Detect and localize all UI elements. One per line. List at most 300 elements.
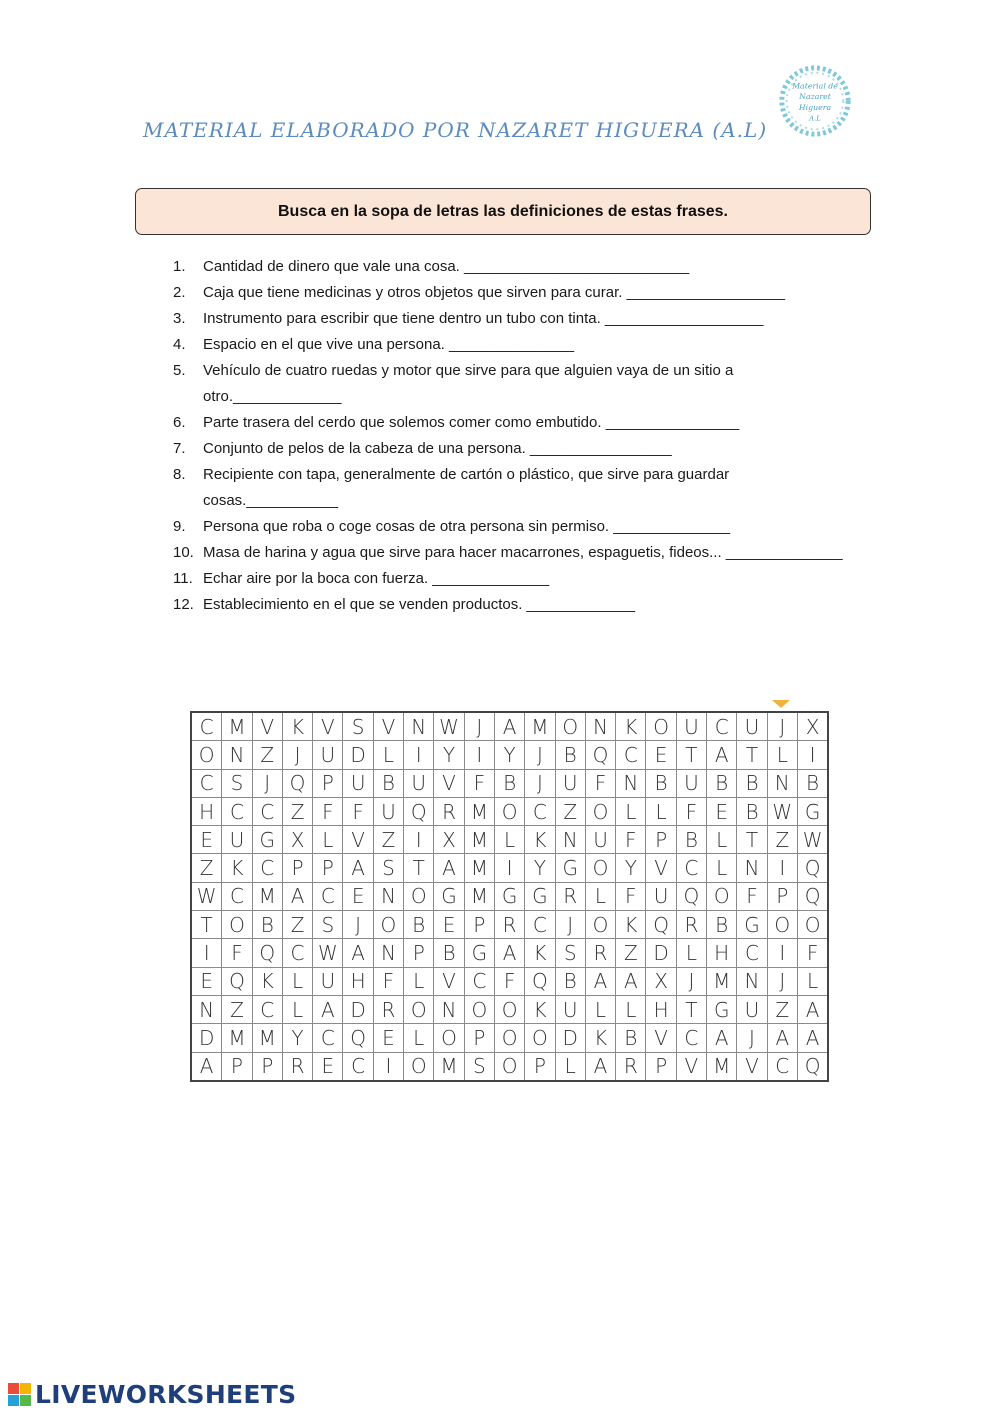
grid-cell[interactable]: H [191,797,222,825]
grid-cell[interactable]: X [434,826,464,854]
grid-cell[interactable]: J [737,1024,767,1052]
grid-cell[interactable]: E [707,797,737,825]
grid-cell[interactable]: P [646,826,676,854]
grid-cell[interactable]: K [525,939,555,967]
grid-cell[interactable]: O [494,797,524,825]
grid-cell[interactable]: J [767,712,797,741]
grid-cell[interactable]: K [525,826,555,854]
grid-cell[interactable]: O [525,1024,555,1052]
grid-cell[interactable]: C [767,1052,797,1081]
grid-cell[interactable]: Z [191,854,222,882]
grid-cell[interactable]: V [252,712,282,741]
grid-cell[interactable]: U [313,967,343,995]
grid-cell[interactable]: L [494,826,524,854]
grid-cell[interactable]: I [373,1052,403,1081]
question-number: 4. [173,336,186,353]
grid-cell[interactable]: Z [616,939,646,967]
grid-cell[interactable]: U [222,826,252,854]
grid-cell[interactable]: C [252,854,282,882]
grid-cell[interactable]: A [494,939,524,967]
grid-cell[interactable]: T [737,826,767,854]
grid-cell[interactable]: I [404,826,434,854]
grid-cell[interactable]: O [191,741,222,769]
grid-cell[interactable]: G [494,882,524,910]
grid-cell[interactable]: E [313,1052,343,1081]
grid-cell[interactable]: S [313,911,343,939]
grid-cell[interactable]: C [222,882,252,910]
grid-cell[interactable]: F [222,939,252,967]
grid-cell[interactable]: O [404,995,434,1023]
grid-cell[interactable]: F [373,967,403,995]
grid-cell[interactable]: M [525,712,555,741]
grid-cell[interactable]: E [373,1024,403,1052]
grid-cell[interactable]: J [525,741,555,769]
grid-cell[interactable]: F [737,882,767,910]
grid-cell[interactable]: P [252,1052,282,1081]
grid-cell[interactable]: F [343,797,373,825]
grid-cell[interactable]: A [434,854,464,882]
grid-cell[interactable]: L [555,1052,585,1081]
question-item [173,410,863,436]
logo-line-1: Material de [792,81,838,91]
grid-cell[interactable]: L [767,741,797,769]
grid-cell[interactable]: Z [282,911,312,939]
grid-cell[interactable]: P [313,769,343,797]
grid-cell[interactable]: U [555,995,585,1023]
grid-cell[interactable]: S [343,712,373,741]
grid-cell[interactable]: E [191,967,222,995]
grid-cell[interactable]: Q [282,769,312,797]
grid-cell[interactable]: M [252,1024,282,1052]
question-number: 8. [173,466,186,483]
grid-cell[interactable]: F [464,769,494,797]
question-item [173,280,863,306]
grid-cell[interactable]: Q [797,854,828,882]
grid-cell[interactable]: U [373,797,403,825]
grid-cell[interactable]: C [676,854,706,882]
grid-cell[interactable]: L [707,826,737,854]
grid-cell[interactable]: M [464,826,494,854]
grid-cell[interactable]: I [494,854,524,882]
grid-cell[interactable]: B [373,769,403,797]
grid-cell[interactable]: H [343,967,373,995]
grid-cell[interactable]: O [585,797,615,825]
grid-cell[interactable]: R [555,882,585,910]
grid-cell[interactable]: C [222,797,252,825]
grid-cell[interactable]: B [707,911,737,939]
grid-cell[interactable]: Q [404,797,434,825]
grid-cell[interactable]: J [676,967,706,995]
grid-cell[interactable]: M [222,1024,252,1052]
question-text: Conjunto de pelos de la cabeza de una persona. _________________ [203,440,672,457]
question-number: 9. [173,518,186,535]
grid-cell[interactable]: I [404,741,434,769]
grid-cell[interactable]: X [797,712,828,741]
grid-cell[interactable]: D [191,1024,222,1052]
grid-row [191,939,828,967]
grid-cell[interactable]: G [252,826,282,854]
grid-cell[interactable]: O [404,882,434,910]
grid-cell[interactable]: E [434,911,464,939]
grid-cell[interactable]: B [737,769,767,797]
grid-cell[interactable]: C [191,712,222,741]
grid-cell[interactable]: K [525,995,555,1023]
grid-cell[interactable]: P [313,854,343,882]
grid-cell[interactable]: R [282,1052,312,1081]
grid-cell[interactable]: C [252,797,282,825]
grid-cell[interactable]: F [313,797,343,825]
grid-cell[interactable]: Y [494,741,524,769]
grid-cell[interactable]: N [373,882,403,910]
grid-cell[interactable]: T [676,995,706,1023]
grid-cell[interactable]: B [252,911,282,939]
grid-cell[interactable]: O [494,1024,524,1052]
question-number: 3. [173,310,186,327]
grid-cell[interactable]: W [434,712,464,741]
grid-cell[interactable]: Q [252,939,282,967]
grid-cell[interactable]: A [585,967,615,995]
grid-cell[interactable]: Q [525,967,555,995]
grid-cell[interactable]: M [252,882,282,910]
grid-cell[interactable]: U [555,769,585,797]
grid-cell[interactable]: C [191,769,222,797]
grid-cell[interactable]: N [434,995,464,1023]
grid-cell[interactable]: L [676,939,706,967]
grid-cell[interactable]: L [585,995,615,1023]
grid-cell[interactable]: U [313,741,343,769]
grid-cell[interactable]: C [313,882,343,910]
grid-cell[interactable]: W [767,797,797,825]
grid-cell[interactable]: I [797,741,828,769]
grid-cell[interactable]: N [767,769,797,797]
grid-cell[interactable]: B [707,769,737,797]
grid-cell[interactable]: L [616,797,646,825]
grid-cell[interactable]: M [464,882,494,910]
grid-cell[interactable]: Q [646,911,676,939]
grid-cell[interactable]: L [404,1024,434,1052]
grid-cell[interactable]: F [616,826,646,854]
grid-cell[interactable]: K [616,712,646,741]
grid-cell[interactable]: K [222,854,252,882]
grid-cell[interactable]: A [797,1024,828,1052]
grid-cell[interactable]: Q [343,1024,373,1052]
grid-cell[interactable]: I [767,939,797,967]
grid-cell[interactable]: P [464,1024,494,1052]
grid-cell[interactable]: S [555,939,585,967]
grid-cell[interactable]: B [797,769,828,797]
grid-cell[interactable]: O [797,911,828,939]
grid-row [191,995,828,1023]
grid-cell[interactable]: F [585,769,615,797]
grid-cell[interactable]: P [646,1052,676,1081]
grid-cell[interactable]: G [797,797,828,825]
grid-cell[interactable]: R [676,911,706,939]
grid-cell[interactable]: G [737,911,767,939]
grid-cell[interactable]: Z [373,826,403,854]
grid-cell[interactable]: N [404,712,434,741]
grid-cell[interactable]: W [313,939,343,967]
grid-cell[interactable]: V [646,854,676,882]
grid-cell[interactable]: V [737,1052,767,1081]
grid-cell[interactable]: Y [282,1024,312,1052]
grid-cell[interactable]: C [525,911,555,939]
grid-cell[interactable]: Y [616,854,646,882]
grid-cell[interactable]: U [585,826,615,854]
grid-cell[interactable]: H [707,939,737,967]
grid-cell[interactable]: A [585,1052,615,1081]
grid-cell[interactable]: E [646,741,676,769]
grid-cell[interactable]: R [434,797,464,825]
grid-cell[interactable]: A [707,741,737,769]
question-number: 2. [173,284,186,301]
grid-cell[interactable]: L [313,826,343,854]
grid-cell[interactable]: A [313,995,343,1023]
grid-cell[interactable]: V [434,769,464,797]
grid-cell[interactable]: Z [555,797,585,825]
grid-cell[interactable]: W [191,882,222,910]
question-item [173,436,863,462]
grid-cell[interactable]: A [343,939,373,967]
grid-cell[interactable]: E [343,882,373,910]
grid-cell[interactable]: V [373,712,403,741]
grid-cell[interactable]: E [191,826,222,854]
grid-cell[interactable]: B [737,797,767,825]
grid-cell[interactable]: U [737,995,767,1023]
grid-cell[interactable]: B [434,939,464,967]
grid-cell[interactable]: J [343,911,373,939]
grid-cell[interactable]: O [494,995,524,1023]
grid-cell[interactable]: J [555,911,585,939]
grid-cell[interactable]: X [646,967,676,995]
grid-cell[interactable]: S [373,854,403,882]
grid-row [191,1052,828,1081]
grid-row [191,769,828,797]
grid-cell[interactable]: J [252,769,282,797]
grid-cell[interactable]: M [222,712,252,741]
grid-cell[interactable]: B [646,769,676,797]
grid-cell[interactable]: C [282,939,312,967]
grid-cell[interactable]: C [343,1052,373,1081]
grid-cell[interactable]: F [676,797,706,825]
grid-cell[interactable]: Q [222,967,252,995]
grid-cell[interactable]: T [737,741,767,769]
grid-cell[interactable]: R [585,939,615,967]
grid-cell[interactable]: A [343,854,373,882]
grid-cell[interactable]: M [464,797,494,825]
grid-cell[interactable]: T [676,741,706,769]
grid-cell[interactable]: G [555,854,585,882]
grid-cell[interactable]: M [707,1052,737,1081]
grid-cell[interactable]: A [494,712,524,741]
grid-cell[interactable]: Q [797,1052,828,1081]
grid-cell[interactable]: K [282,712,312,741]
question-text: Vehículo de cuatro ruedas y motor que sirve para que alguien vaya de un sitio a otro._____________ [203,362,734,405]
grid-cell[interactable]: C [525,797,555,825]
grid-cell[interactable]: V [434,967,464,995]
grid-cell[interactable]: L [373,741,403,769]
grid-cell[interactable]: L [646,797,676,825]
grid-cell[interactable]: N [616,769,646,797]
question-item [173,566,863,592]
grid-cell[interactable]: P [404,939,434,967]
grid-cell[interactable]: L [616,995,646,1023]
grid-cell[interactable]: Y [525,854,555,882]
grid-row [191,911,828,939]
grid-cell[interactable]: I [767,854,797,882]
grid-cell[interactable]: A [616,967,646,995]
grid-cell[interactable]: P [222,1052,252,1081]
grid-cell[interactable]: O [707,882,737,910]
grid-cell[interactable]: C [616,741,646,769]
grid-cell[interactable]: M [464,854,494,882]
grid-cell[interactable]: O [404,1052,434,1081]
grid-cell[interactable]: F [616,882,646,910]
grid-cell[interactable]: U [404,769,434,797]
grid-cell[interactable]: I [464,741,494,769]
author-logo [776,62,854,140]
grid-cell[interactable]: D [646,939,676,967]
grid-cell[interactable]: I [191,939,222,967]
grid-cell[interactable]: V [343,826,373,854]
grid-cell[interactable]: P [767,882,797,910]
grid-cell[interactable]: N [555,826,585,854]
grid-cell[interactable]: O [434,1024,464,1052]
grid-cell[interactable]: D [343,741,373,769]
grid-cell[interactable]: Q [797,882,828,910]
grid-cell[interactable]: P [282,854,312,882]
instruction-box [135,188,871,235]
grid-cell[interactable]: J [525,769,555,797]
grid-cell[interactable]: J [282,741,312,769]
grid-cell[interactable]: C [252,995,282,1023]
grid-cell[interactable]: C [313,1024,343,1052]
grid-cell[interactable]: G [707,995,737,1023]
grid-cell[interactable]: O [494,1052,524,1081]
grid-cell[interactable]: V [676,1052,706,1081]
grid-cell[interactable]: G [525,882,555,910]
grid-cell[interactable]: C [464,967,494,995]
grid-cell[interactable]: L [282,995,312,1023]
grid-row [191,826,828,854]
grid-cell[interactable]: U [343,769,373,797]
grid-cell[interactable]: Q [676,882,706,910]
footer-brand: LIVEWORKSHEETS [35,1380,297,1409]
grid-cell[interactable]: O [646,712,676,741]
grid-cell[interactable]: U [676,769,706,797]
grid-cell[interactable]: M [707,967,737,995]
grid-cell[interactable]: Z [282,797,312,825]
grid-cell[interactable]: F [494,967,524,995]
grid-cell[interactable]: Z [767,995,797,1023]
grid-cell[interactable]: B [555,741,585,769]
grid-cell[interactable]: V [646,1024,676,1052]
grid-cell[interactable]: N [585,712,615,741]
grid-cell[interactable]: N [373,939,403,967]
question-item [173,358,863,410]
grid-cell[interactable]: U [737,712,767,741]
grid-cell[interactable]: O [222,911,252,939]
grid-cell[interactable]: R [616,1052,646,1081]
grid-cell[interactable]: K [585,1024,615,1052]
grid-cell[interactable]: O [555,712,585,741]
grid-cell[interactable]: K [616,911,646,939]
grid-cell[interactable]: R [373,995,403,1023]
grid-cell[interactable]: D [343,995,373,1023]
question-text: Espacio en el que vive una persona. _______________ [203,336,575,353]
grid-cell[interactable]: N [737,967,767,995]
grid-cell[interactable]: D [555,1024,585,1052]
grid-cell[interactable]: V [313,712,343,741]
grid-cell[interactable]: A [707,1024,737,1052]
grid-cell[interactable]: B [494,769,524,797]
grid-cell[interactable]: C [676,1024,706,1052]
grid-cell[interactable]: A [282,882,312,910]
grid-cell[interactable]: G [464,939,494,967]
grid-cell[interactable]: T [191,911,222,939]
grid-cell[interactable]: L [797,967,828,995]
grid-cell[interactable]: X [282,826,312,854]
grid-cell[interactable]: O [585,854,615,882]
grid-cell[interactable]: T [404,854,434,882]
grid-cell[interactable]: A [767,1024,797,1052]
grid-cell[interactable]: H [646,995,676,1023]
grid-cell[interactable]: J [464,712,494,741]
grid-cell[interactable]: Z [222,995,252,1023]
grid-cell[interactable]: B [616,1024,646,1052]
question-item [173,306,863,332]
grid-cell[interactable]: O [585,911,615,939]
grid-cell[interactable]: Y [434,741,464,769]
grid-cell[interactable]: U [676,712,706,741]
grid-cell[interactable]: N [737,854,767,882]
grid-cell[interactable]: L [585,882,615,910]
grid-row [191,797,828,825]
grid-cell[interactable]: B [404,911,434,939]
grid-cell[interactable]: L [404,967,434,995]
grid-cell[interactable]: O [464,995,494,1023]
grid-cell[interactable]: B [555,967,585,995]
grid-cell[interactable]: A [797,995,828,1023]
grid-cell[interactable]: P [525,1052,555,1081]
grid-cell[interactable]: Q [585,741,615,769]
grid-cell[interactable]: S [464,1052,494,1081]
grid-cell[interactable]: S [222,769,252,797]
instruction-text: Busca en la sopa de letras las definiciones de estas frases. [278,202,728,220]
brand-square [20,1383,31,1394]
grid-cell[interactable]: C [737,939,767,967]
grid-cell[interactable]: N [191,995,222,1023]
grid-cell[interactable]: L [707,854,737,882]
grid-cell[interactable]: O [767,911,797,939]
grid-cell[interactable]: P [464,911,494,939]
grid-cell[interactable]: A [191,1052,222,1081]
grid-cell[interactable]: W [797,826,828,854]
grid-cell[interactable]: J [767,967,797,995]
grid-cell[interactable]: N [222,741,252,769]
grid-cell[interactable]: Z [767,826,797,854]
grid-cell[interactable]: U [646,882,676,910]
grid-cell[interactable]: O [373,911,403,939]
grid-cell[interactable]: C [707,712,737,741]
grid-cell[interactable]: Z [252,741,282,769]
grid-cell[interactable]: G [434,882,464,910]
grid-cell[interactable]: B [676,826,706,854]
grid-cell[interactable]: R [494,911,524,939]
grid-cell[interactable]: M [434,1052,464,1081]
grid-cell[interactable]: L [282,967,312,995]
grid-cell[interactable]: K [252,967,282,995]
grid-cell[interactable]: F [797,939,828,967]
